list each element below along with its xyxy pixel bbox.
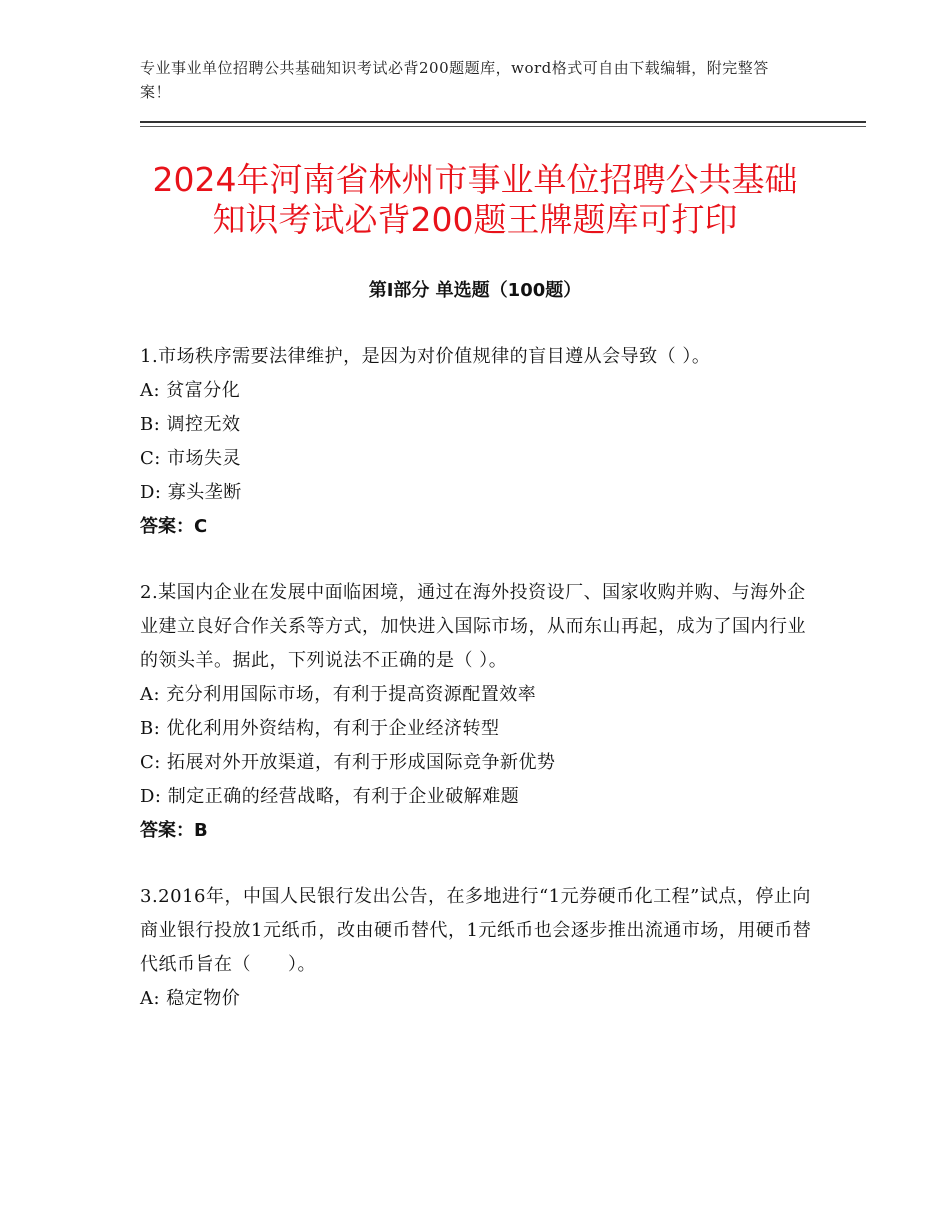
option-a: A: 稳定物价 [140, 988, 241, 1009]
option-a: A: 充分利用国际市场，有利于提高资源配置效率 [140, 684, 537, 705]
question-stem: 2.某国内企业在发展中面临困境，通过在海外投资设厂、国家收购并购、与海外企业建立良好合作关系等方式，加快进入国际市场，从而东山再起，成为了国内行业的领头羊。据此，下列说法不正确的是（ ）。 [140, 582, 806, 671]
page-title [100, 160, 850, 240]
option-b: B: 优化利用外资结构，有利于企业经济转型 [140, 718, 500, 739]
option-d: D: 寡头垄断 [140, 482, 242, 503]
question-1 [140, 340, 820, 544]
header-rule-thin [140, 126, 866, 127]
question-list [140, 340, 820, 1048]
header-note: 专业事业单位招聘公共基础知识考试必背200题题库，word格式可自由下载编辑，附完整答案！ [140, 59, 769, 101]
section-heading: 第Ⅰ部分 单选题（100题） [368, 280, 582, 301]
question-stem: 3.2016年，中国人民银行发出公告，在多地进行“1元券硬币化工程”试点，停止向商业银行投放1元纸币，改由硬币替代，1元纸币也会逐步推出流通市场，用硬币替代纸币旨在（ ）。 [140, 886, 812, 975]
title-line-2: 知识考试必背200题王牌题库可打印 [212, 200, 738, 239]
answer: 答案：B [140, 820, 208, 841]
header-rule-thick [140, 121, 866, 123]
option-b: B: 调控无效 [140, 414, 241, 435]
option-c: C: 市场失灵 [140, 448, 242, 469]
answer: 答案：C [140, 516, 208, 537]
question-3 [140, 880, 820, 1016]
option-a: A: 贫富分化 [140, 380, 241, 401]
option-c: C: 拓展对外开放渠道，有利于形成国际竞争新优势 [140, 752, 556, 773]
option-d: D: 制定正确的经营战略，有利于企业破解难题 [140, 786, 520, 807]
question-2 [140, 576, 820, 848]
question-stem: 1.市场秩序需要法律维护，是因为对价值规律的盲目遵从会导致（ ）。 [140, 346, 711, 367]
title-line-1: 2024年河南省林州市事业单位招聘公共基础 [152, 160, 798, 199]
